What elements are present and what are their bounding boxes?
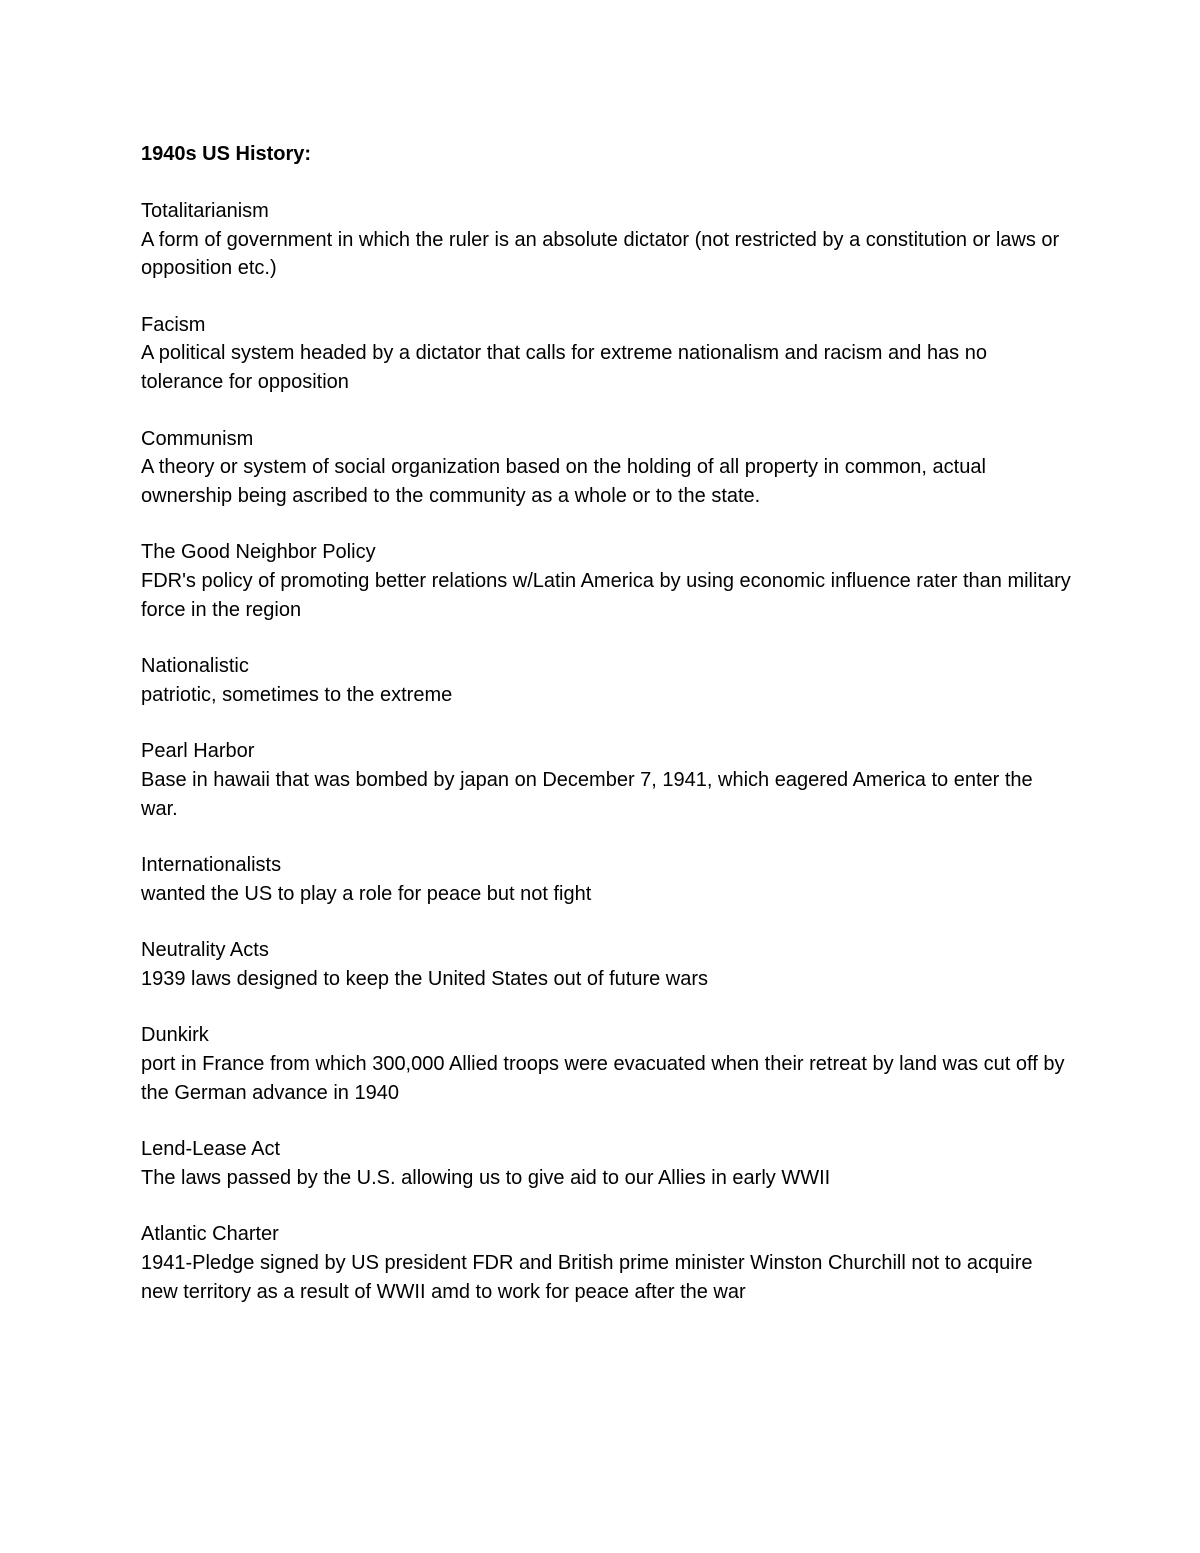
- entry-definition: A political system headed by a dictator that calls for extreme nationalism and racism and has no tolerance for opposition: [141, 342, 987, 393]
- document-title: 1940s US History:: [141, 143, 312, 165]
- entry-definition: 1941-Pledge signed by US president FDR and British prime minister Winston Churchill not to acquire new territory as a result of WWII amd to work for peace after the war: [141, 1252, 1033, 1303]
- entry-definition: A form of government in which the ruler is an absolute dictator (not restricted by a constitution or laws or opposition etc.): [141, 228, 1060, 280]
- entry-term: Totalitarianism: [141, 200, 269, 222]
- glossary-entry: [141, 737, 1071, 823]
- entry-term: Dunkirk: [141, 1024, 209, 1047]
- entry-term: Pearl Harbor: [141, 740, 255, 763]
- entry-term: Internationalists: [141, 854, 282, 877]
- glossary-entry: [141, 425, 1071, 511]
- glossary-entry: [141, 851, 1071, 908]
- entry-term: Facism: [141, 313, 206, 336]
- entry-definition: FDR's policy of promoting better relations w/Latin America by using economic influence rater than military force in the region: [141, 569, 1071, 621]
- glossary-entry: [141, 538, 1071, 624]
- entry-definition: patriotic, sometimes to the extreme: [141, 683, 453, 706]
- glossary-entry: [141, 1135, 1071, 1192]
- entry-term: Communism: [141, 427, 254, 450]
- entry-term: The Good Neighbor Policy: [141, 541, 376, 564]
- entry-term: Lend-Lease Act: [141, 1138, 280, 1161]
- entry-definition: The laws passed by the U.S. allowing us to give aid to our Allies in early WWII: [141, 1166, 831, 1189]
- glossary-entry: [141, 311, 1071, 397]
- entry-term: Atlantic Charter: [141, 1223, 279, 1246]
- glossary-entry: [141, 1220, 1071, 1306]
- glossary-entry: [141, 936, 1071, 993]
- entry-definition: 1939 laws designed to keep the United States out of future wars: [141, 967, 709, 990]
- entry-term: Neutrality Acts: [141, 939, 269, 962]
- glossary-entry: [141, 652, 1071, 709]
- entry-definition: port in France from which 300,000 Allied troops were evacuated when their retreat by land was cut off by the German advance in 1940: [141, 1053, 1065, 1104]
- document-page: [141, 140, 1071, 1334]
- glossary-entry: [141, 1021, 1071, 1107]
- glossary-entry: [141, 197, 1071, 283]
- entry-definition: A theory or system of social organization based on the holding of all property in common, actual ownership being ascribed to the community as a whole or to the state.: [141, 456, 986, 507]
- entry-definition: wanted the US to play a role for peace but not fight: [141, 882, 592, 905]
- entry-term: Nationalistic: [141, 655, 249, 678]
- entry-definition: Base in hawaii that was bombed by japan on December 7, 1941, which eagered America to enter the war.: [141, 768, 1033, 820]
